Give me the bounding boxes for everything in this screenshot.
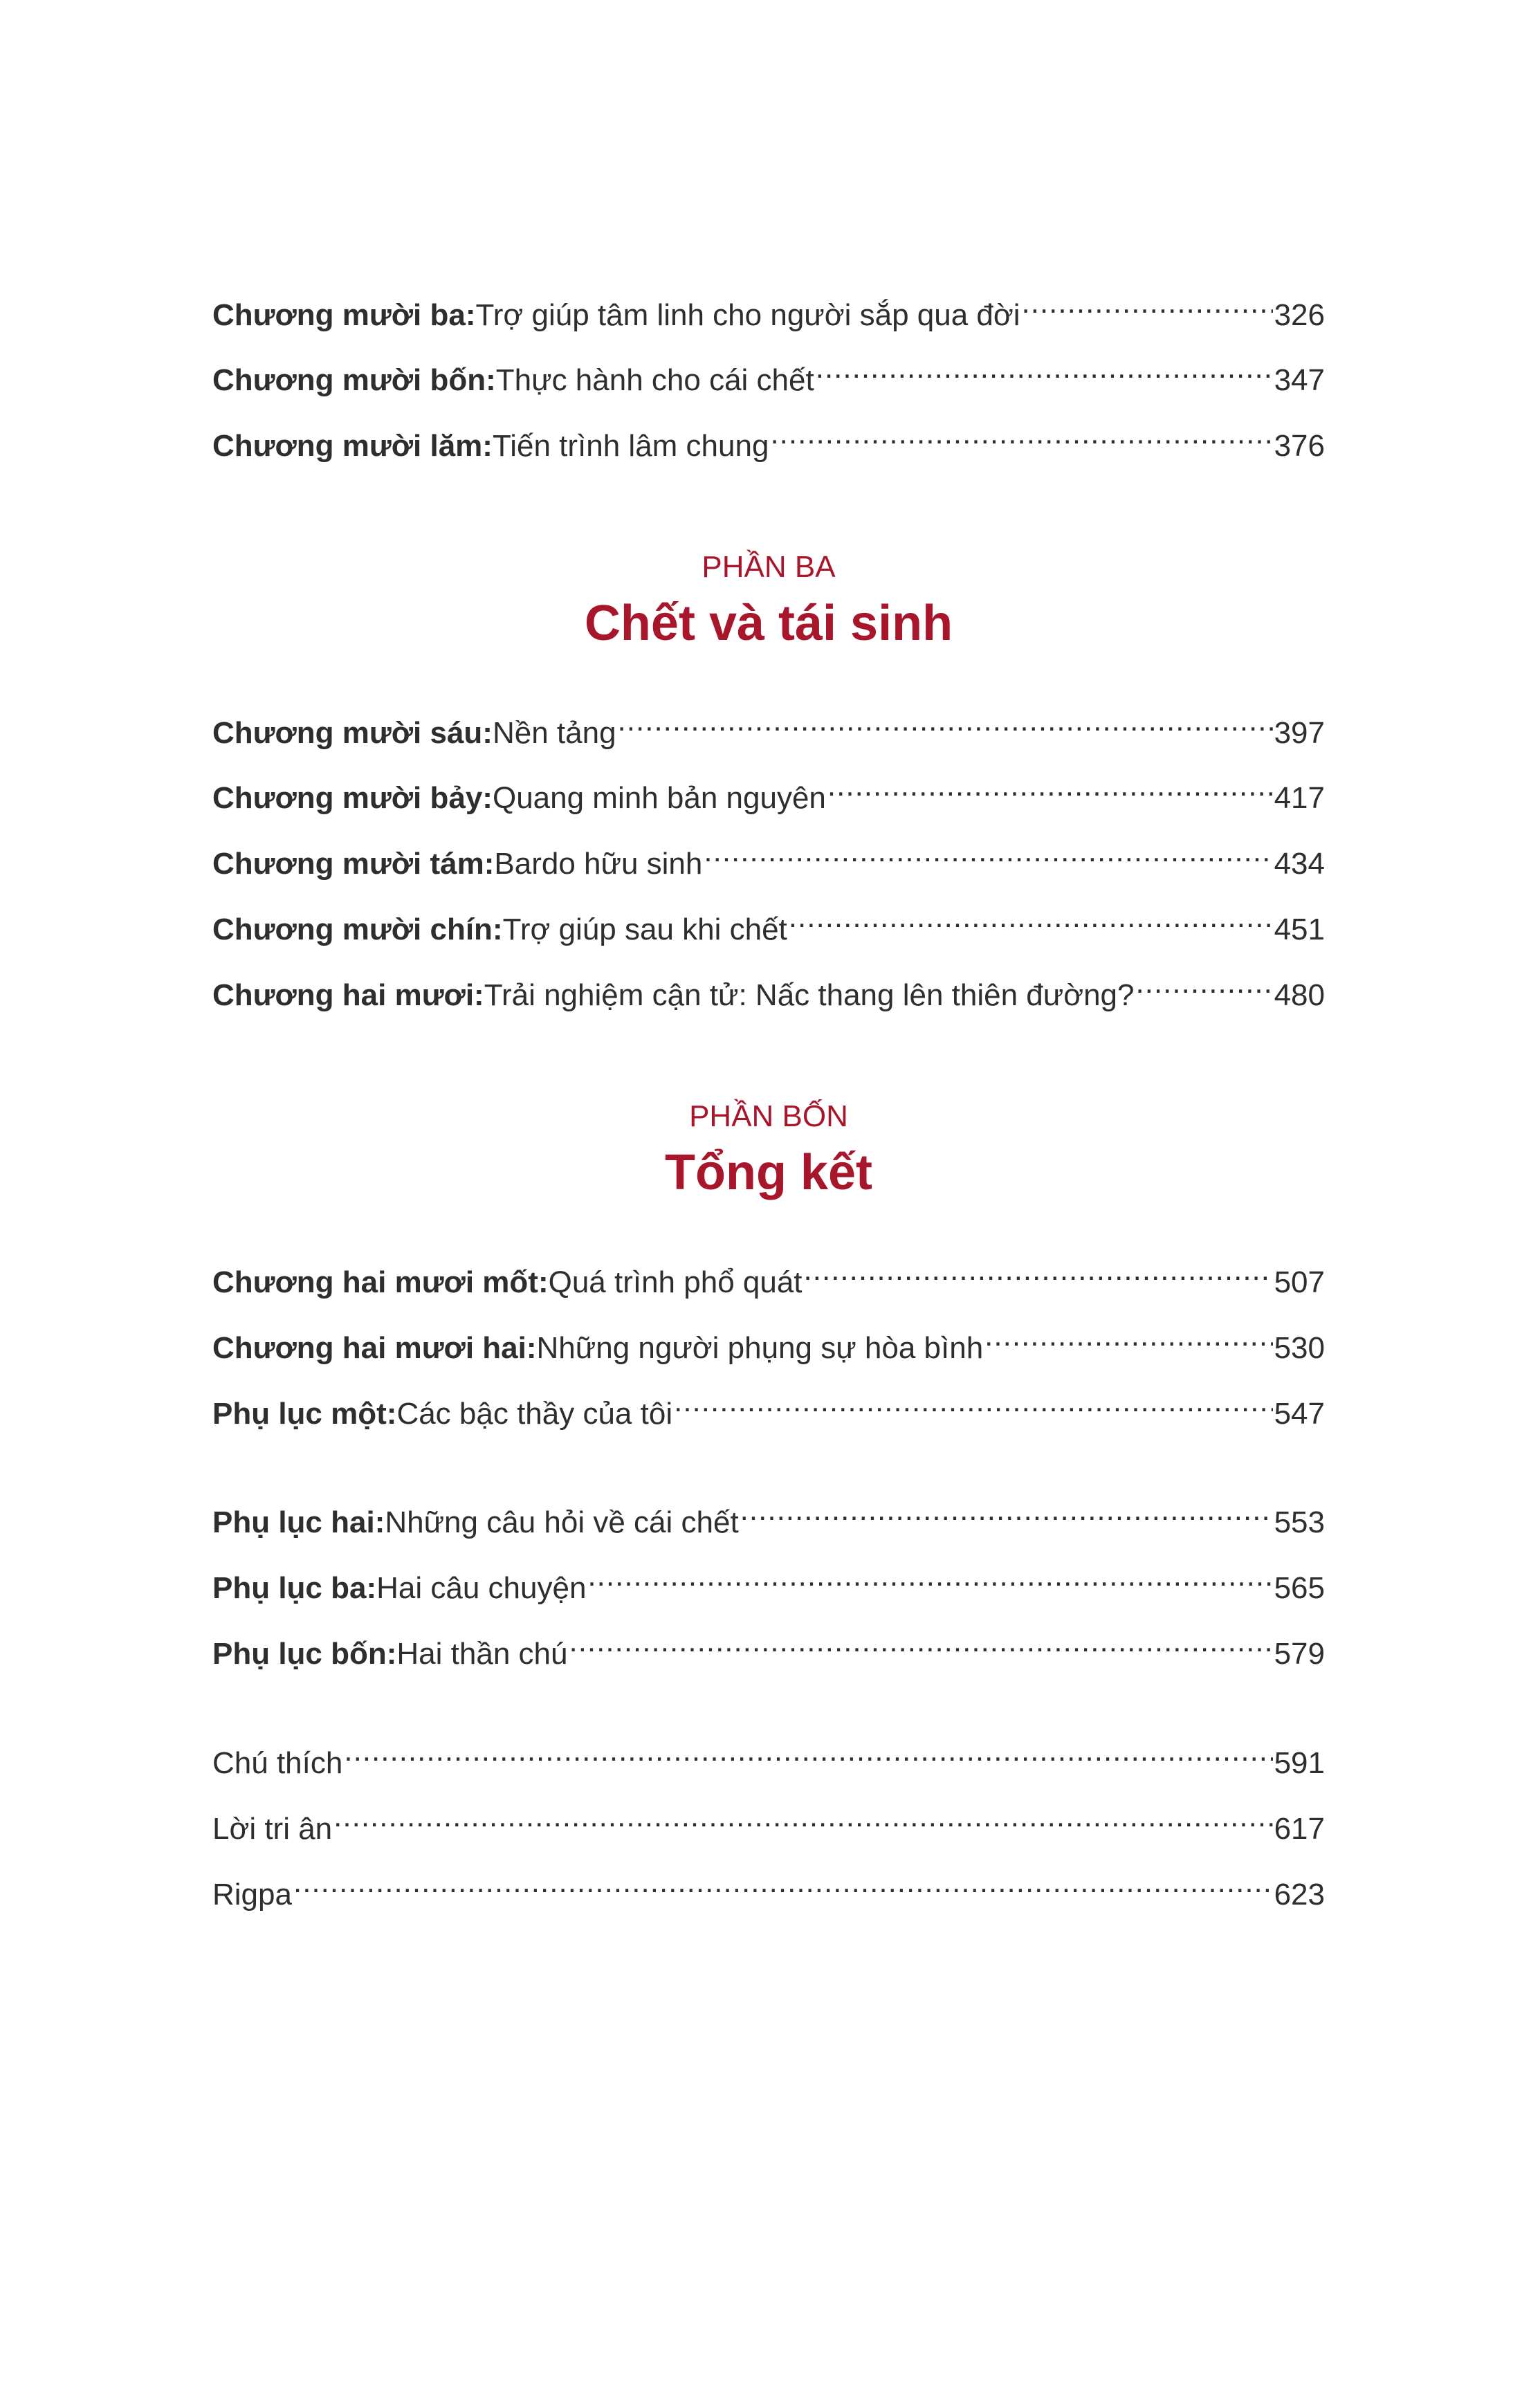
entry-page: 553 (1274, 1505, 1325, 1539)
toc-entry[interactable] (212, 1622, 1325, 1671)
entry-page: 417 (1274, 781, 1325, 815)
entry-page: 347 (1274, 363, 1325, 397)
dot-leader (827, 767, 1273, 808)
toc-entry[interactable] (212, 898, 1325, 946)
toc-entry[interactable] (212, 1382, 1325, 1431)
dot-leader (789, 898, 1273, 939)
entry-title: Rigpa (212, 1878, 292, 1911)
dot-leader (816, 349, 1273, 390)
entry-title: Những người phụng sự hòa bình (536, 1331, 984, 1365)
toc-entry[interactable] (212, 1797, 1325, 1846)
dot-leader (569, 1622, 1272, 1664)
entry-page: 591 (1274, 1746, 1325, 1780)
toc-entry[interactable] (212, 349, 1325, 397)
entry-page: 507 (1274, 1265, 1325, 1299)
entry-page: 376 (1274, 429, 1325, 463)
dot-leader (293, 1863, 1273, 1905)
entry-label: Chương mười ba: (212, 298, 476, 332)
entry-page: 480 (1274, 978, 1325, 1012)
entry-title: Trợ giúp sau khi chết (502, 913, 787, 946)
entry-title: Hai câu chuyện (376, 1571, 587, 1605)
entry-title: Thực hành cho cái chết (495, 363, 814, 397)
entry-label: Chương mười sáu: (212, 716, 493, 750)
entry-label: Chương hai mươi hai: (212, 1331, 537, 1365)
toc-entry[interactable] (212, 1491, 1325, 1539)
entry-title: Các bậc thầy của tôi (396, 1397, 673, 1431)
toc-entry[interactable] (212, 1732, 1325, 1780)
entry-page: 579 (1274, 1637, 1325, 1671)
entry-title: Lời tri ân (212, 1812, 333, 1846)
entry-title: Chú thích (212, 1746, 343, 1780)
dot-leader (1022, 284, 1273, 325)
entry-title: Quang minh bản nguyên (492, 781, 826, 815)
entry-page: 451 (1274, 913, 1325, 946)
entry-label: Phụ lục bốn: (212, 1637, 397, 1671)
entry-label: Phụ lục hai: (212, 1505, 385, 1539)
toc-entry[interactable] (212, 284, 1325, 332)
part-label: PHẦN BA (702, 550, 836, 584)
toc-entry[interactable] (212, 832, 1325, 881)
entry-page: 530 (1274, 1331, 1325, 1365)
entry-page: 547 (1274, 1397, 1325, 1431)
dot-leader (770, 414, 1272, 456)
entry-label: Chương mười bốn: (212, 363, 496, 397)
dot-leader (674, 1382, 1272, 1424)
toc-entry[interactable] (212, 1557, 1325, 1605)
entry-page: 326 (1274, 298, 1325, 332)
dot-leader (704, 832, 1272, 874)
entry-title: Bardo hữu sinh (494, 847, 703, 881)
entry-title: Trợ giúp tâm linh cho người sắp qua đời (475, 298, 1020, 332)
dot-leader (984, 1317, 1272, 1358)
entry-label: Chương hai mươi mốt: (212, 1265, 549, 1299)
dot-leader (804, 1251, 1273, 1292)
entry-label: Chương mười lăm: (212, 429, 493, 463)
entry-title: Trải nghiệm cận tử: Nấc thang lên thiên đường? (484, 978, 1135, 1012)
dot-leader (740, 1491, 1273, 1532)
toc-entry[interactable] (212, 1317, 1325, 1365)
entry-label: Chương mười bảy: (212, 781, 493, 815)
dot-leader (618, 702, 1273, 743)
toc-entry[interactable] (212, 767, 1325, 815)
entry-title: Nền tảng (492, 716, 616, 750)
toc-entry[interactable] (212, 1863, 1325, 1911)
entry-label: Chương mười chín: (212, 913, 503, 946)
toc-entry[interactable] (212, 1251, 1325, 1299)
entry-label: Chương mười tám: (212, 847, 495, 881)
entry-label: Phụ lục một: (212, 1397, 397, 1431)
dot-leader (1136, 964, 1273, 1005)
part-label: PHẦN BỐN (689, 1099, 848, 1133)
entry-label: Phụ lục ba: (212, 1571, 377, 1605)
entry-page: 623 (1274, 1878, 1325, 1911)
part-title: Chết và tái sinh (584, 596, 953, 651)
dot-leader (587, 1557, 1272, 1598)
dot-leader (333, 1797, 1272, 1839)
entry-label: Chương hai mươi: (212, 978, 484, 1012)
toc-entry[interactable] (212, 702, 1325, 750)
entry-title: Hai thần chú (396, 1637, 568, 1671)
toc-entry[interactable] (212, 964, 1325, 1012)
entry-page: 397 (1274, 716, 1325, 750)
entry-title: Quá trình phổ quát (548, 1265, 803, 1299)
dot-leader (344, 1732, 1272, 1773)
toc-entry[interactable] (212, 414, 1325, 463)
entry-page: 617 (1274, 1812, 1325, 1846)
entry-page: 565 (1274, 1571, 1325, 1605)
part-title: Tổng kết (665, 1145, 872, 1200)
entry-page: 434 (1274, 847, 1325, 881)
entry-title: Những câu hỏi về cái chết (385, 1505, 739, 1539)
entry-title: Tiến trình lâm chung (492, 429, 769, 463)
